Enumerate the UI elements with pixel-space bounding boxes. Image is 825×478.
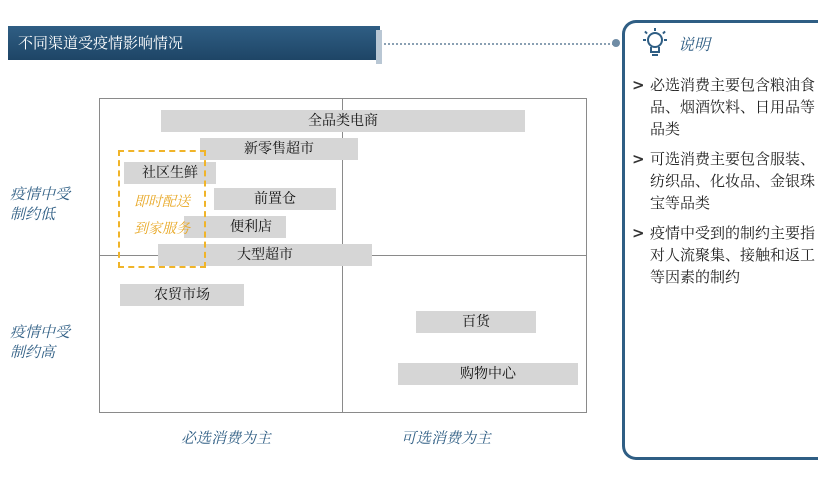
item-farmers-market: 农贸市场 <box>120 284 244 306</box>
notes-list <box>628 74 818 296</box>
banner-title: 不同渠道受疫情影响情况 <box>18 34 184 52</box>
note-item: > 可选消费主要包含服装、纺织品、化妆品、金银珠宝等品类 <box>628 148 818 214</box>
lightbulb-gear-icon <box>638 28 672 58</box>
item-hypermarket: 大型超市 <box>158 244 372 266</box>
col-label-discretionary: 可选消费为主 <box>400 429 491 447</box>
item-community-fresh: 社区生鲜 <box>124 162 216 184</box>
note-item: > 必选消费主要包含粮油食品、烟酒饮料、日用品等品类 <box>628 74 818 140</box>
notes-panel-title: 说明 <box>678 34 711 54</box>
dotted-connector <box>384 43 614 45</box>
item-department-store: 百货 <box>416 311 536 333</box>
highlight-text-home-service: 到家服务 <box>134 221 190 237</box>
item-all-category-ecommerce: 全品类电商 <box>161 110 525 132</box>
row-label-high: 疫情中受 制约高 <box>10 323 71 361</box>
item-shopping-mall: 购物中心 <box>398 363 578 385</box>
highlight-text-instant-delivery: 即时配送 <box>134 194 190 210</box>
item-front-warehouse: 前置仓 <box>214 188 336 210</box>
banner-shadow <box>376 30 382 64</box>
item-new-retail-supermarket: 新零售超市 <box>200 138 358 160</box>
notes-panel-header <box>638 28 710 58</box>
item-convenience-store: 便利店 <box>184 216 286 238</box>
row-label-low: 疫情中受 制约低 <box>10 185 71 223</box>
note-item: > 疫情中受到的制约主要指对人流聚集、接触和返工等因素的制约 <box>628 222 818 288</box>
col-label-necessity: 必选消费为主 <box>180 429 271 447</box>
connector-dot <box>612 39 620 47</box>
section-banner <box>8 26 380 60</box>
